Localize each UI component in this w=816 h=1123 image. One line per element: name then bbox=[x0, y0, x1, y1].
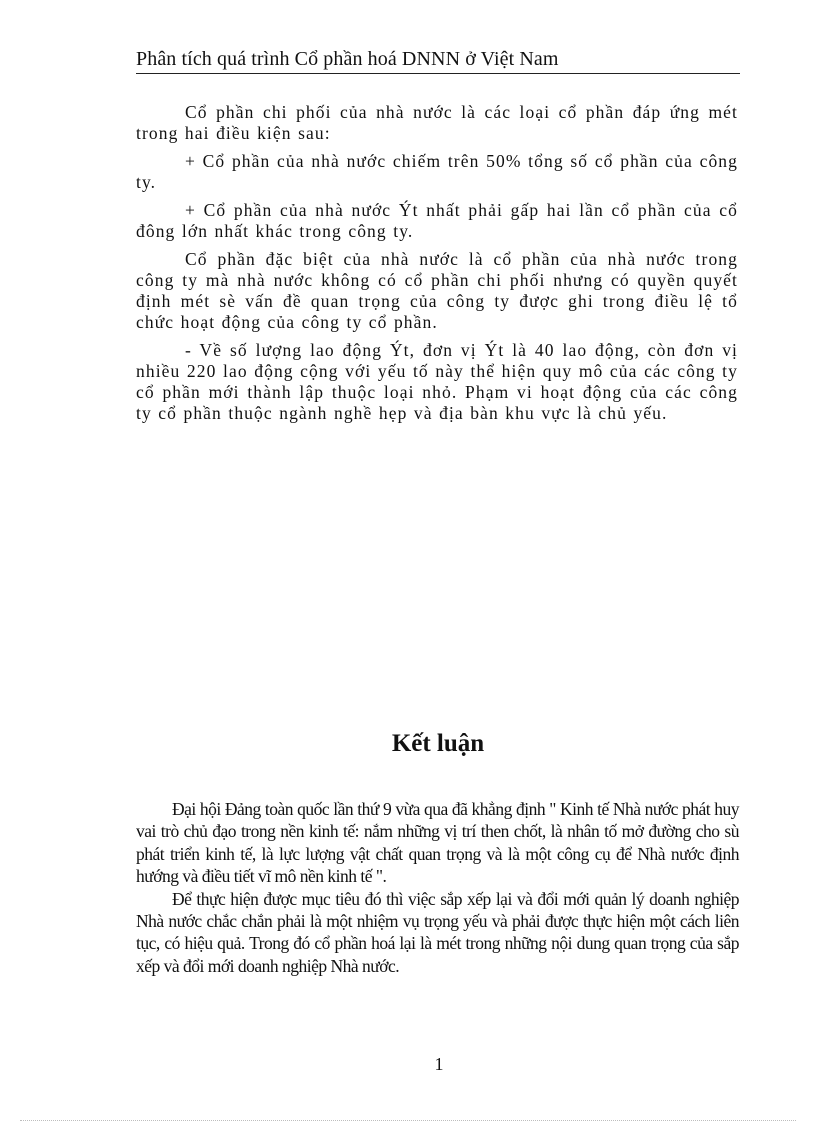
conclusion-paragraph: Đại hội Đảng toàn quốc lần thứ 9 vừa qua đã khẳng định " Kinh tế Nhà nước phát huy vai trò chủ đạo trong nền kinh tế: nắm những vị trí then chốt, là nhân tố mở đường cho sù phát triển kinh tế, là lực lượng vật chất quan trọng và là một công cụ để Nhà nước định hướng và điều tiết vĩ mô nền kinh tế ". bbox=[136, 799, 739, 887]
body-paragraph: + Cổ phần của nhà nước chiếm trên 50% tổng số cổ phần của công ty. bbox=[136, 151, 738, 192]
body-paragraph: Cổ phần chi phối của nhà nước là các loại cổ phần đáp ứng mét trong hai điều kiện sau: bbox=[136, 102, 738, 143]
page-bottom-divider bbox=[20, 1120, 796, 1121]
body-paragraph: + Cổ phần của nhà nước Ýt nhất phải gấp hai lần cổ phần của cổ đông lớn nhất khác trong công ty. bbox=[136, 200, 738, 241]
conclusion-paragraph: Để thực hiện được mục tiêu đó thì việc sắp xếp lại và đổi mới quản lý doanh nghiệp Nhà nước chắc chắn phải là một nhiệm vụ trọng yếu và phải được thực hiện một cách liên tục, có hiệu quả. Trong đó cổ phần hoá lại là mét trong những nội dung quan trọng của sắp xếp và đổi mới doanh nghiệp Nhà nước. bbox=[136, 888, 739, 976]
body-paragraph: Cổ phần đặc biệt của nhà nước là cổ phần của nhà nước trong công ty mà nhà nước không có cổ phần chi phối nhưng có quyền quyết định mét sè vấn đề quan trọng của công ty được ghi trong điều lệ tổ chức hoạt động của công ty cổ phần. bbox=[136, 249, 738, 332]
conclusion-section bbox=[136, 798, 739, 977]
running-header: Phân tích quá trình Cổ phần hoá DNNN ở Việt Nam bbox=[136, 46, 740, 74]
body-paragraph: - Về số lượng lao động Ýt, đơn vị Ýt là 40 lao động, còn đơn vị nhiều 220 lao động cộng với yếu tố này thể hiện quy mô của các công ty cổ phần mới thành lập thuộc loại nhỏ. Phạm vi hoạt động của các công ty cổ phần thuộc ngành nghề hẹp và địa bàn khu vực là chủ yếu. bbox=[136, 340, 738, 423]
section-heading: Kết luận bbox=[391, 730, 485, 757]
page-number: 1 bbox=[434, 1054, 444, 1074]
body-section bbox=[136, 102, 738, 431]
